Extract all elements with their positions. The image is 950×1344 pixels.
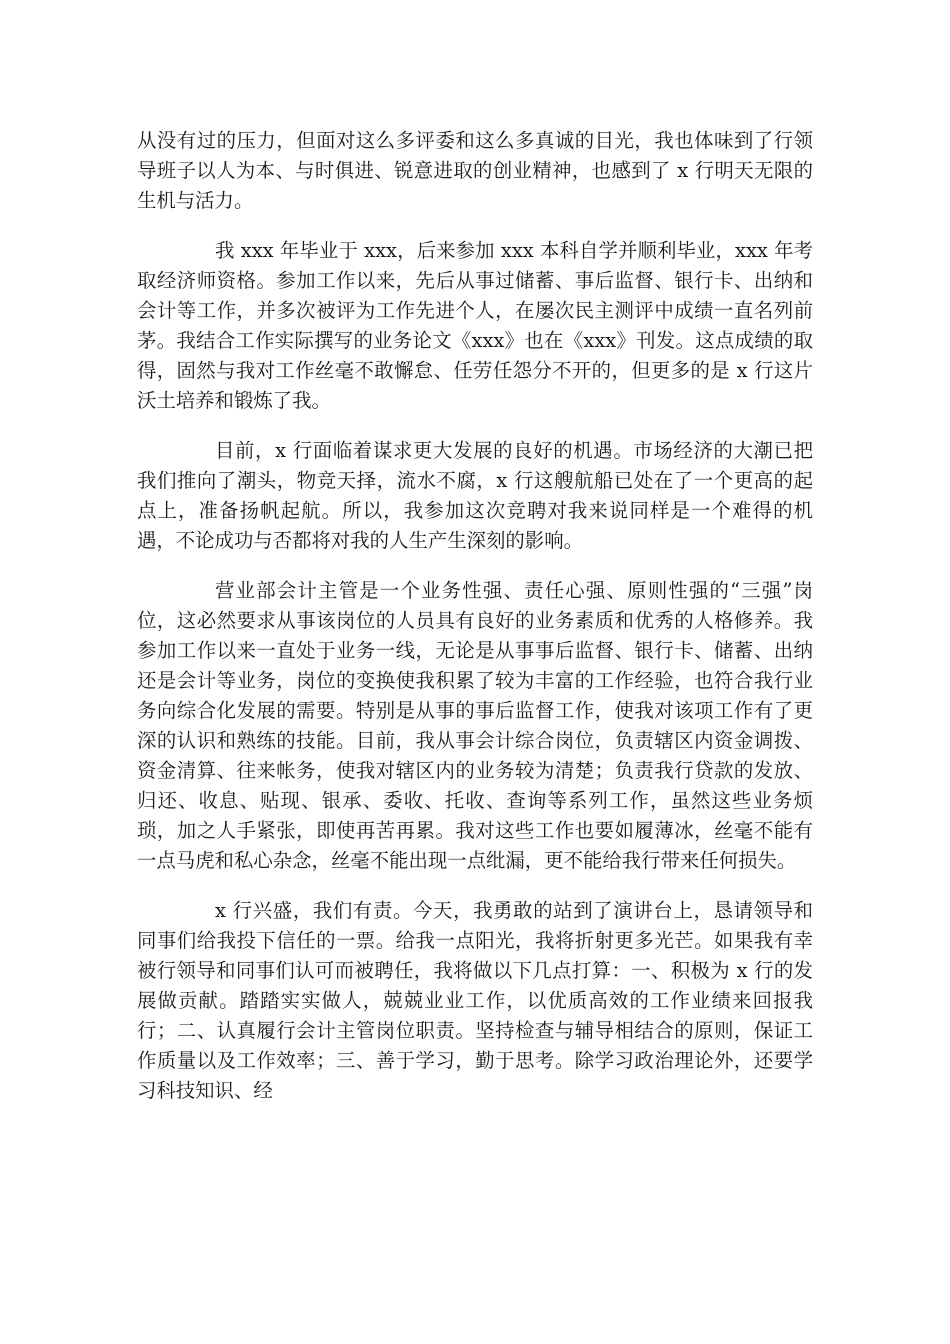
paragraph-1: 从没有过的压力，但面对这么多评委和这么多真诚的目光，我也体味到了行领导班子以人为本、与时俱进、锐意进取的创业精神，也感到了 x 行明天无限的生机与活力。 (137, 129, 813, 212)
paragraph-5: x 行兴盛，我们有责。今天，我勇敢的站到了演讲台上，恳请领导和同事们给我投下信任的一票。给我一点阳光，我将折射更多光芒。如果我有幸被行领导和同事们认可而被聘任，我将做以下几点打算：一、积极为 x 行的发展做贡献。踏踏实实做人，兢兢业业工作，以优质高效的工作业绩来回报我行；二、认真履行会计主管岗位职责。坚持检查与辅导相结合的原则，保证工作质量以及工作效率；三、善于学习，勤于思考。除学习政治理论外，还要学习科技知识、经 (137, 899, 813, 1102)
paragraph-4: 营业部会计主管是一个业务性强、责任心强、原则性强的“三强”岗位，这必然要求从事该岗位的人员具有良好的业务素质和优秀的人格修养。我参加工作以来一直处于业务一线，无论是从事事后监督、银行卡、储蓄、出纳还是会计等业务，岗位的变换使我积累了较为丰富的工作经验，也符合我行业务向综合化发展的需要。特别是从事的事后监督工作，使我对该项工作有了更深的认识和熟练的技能。目前，我从事会计综合岗位，负责辖区内资金调拨、资金清算、往来帐务，使我对辖区内的业务较为清楚；负责我行贷款的发放、归还、收息、贴现、银承、委收、托收、查询等系列工作，虽然这些业务烦琐，加之人手紧张，即使再苦再累。我对这些工作也要如履薄冰，丝毫不能有一点马虎和私心杂念，丝毫不能出现一点纰漏，更不能给我行带来任何损失。 (137, 579, 813, 872)
paragraph-2: 我 xxx 年毕业于 xxx，后来参加 xxx 本科自学并顺利毕业，xxx 年考取经济师资格。参加工作以来，先后从事过储蓄、事后监督、银行卡、出纳和会计等工作，并多次被评为工作先进个人，在屡次民主测评中成绩一直名列前茅。我结合工作实际撰写的业务论文《xxx》也在《xxx》刊发。这点成绩的取得，固然与我对工作丝毫不敢懈怠、任劳任怨分不开的，但更多的是 x 行这片沃土培养和锻炼了我。 (137, 239, 813, 412)
paragraph-3: 目前，x 行面临着谋求更大发展的良好的机遇。市场经济的大潮已把我们推向了潮头，物竞天择，流水不腐，x 行这艘航船已处在了一个更高的起点上，准备扬帆起航。所以，我参加这次竞聘对我来说同样是一个难得的机遇，不论成功与否都将对我的人生产生深刻的影响。 (137, 439, 813, 552)
document-body (137, 126, 813, 1126)
